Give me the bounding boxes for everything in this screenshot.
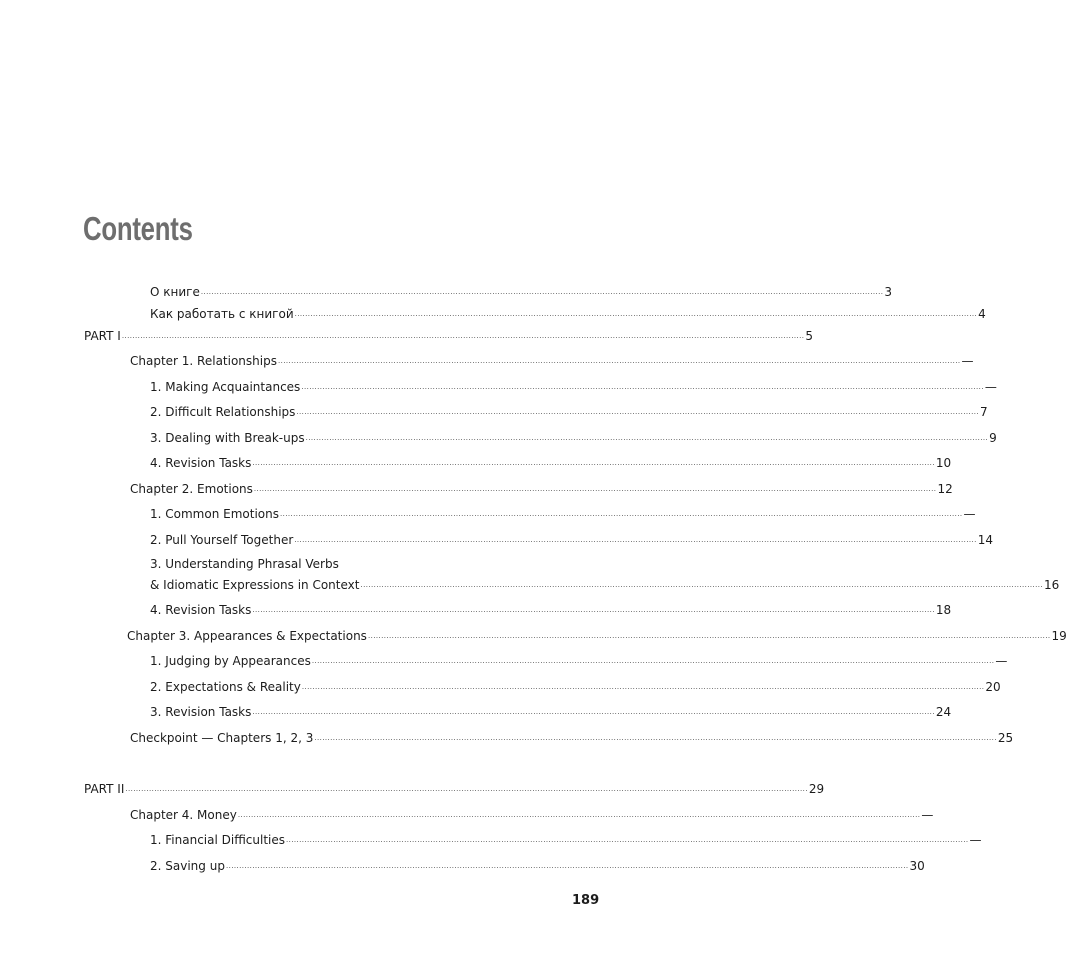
toc-entry-label: 3. Revision Tasks <box>150 705 252 719</box>
dot-leader: .................................................................................................................................................................................................................................................................... <box>296 408 979 416</box>
toc-section[interactable] <box>150 376 997 394</box>
toc-chapter[interactable] <box>130 478 953 496</box>
toc-entry-page: 4 <box>978 307 986 321</box>
dot-leader: .................................................................................................................................................................................................................................................................... <box>286 836 969 844</box>
toc-entry-label: Chapter 1. Relationships <box>130 354 277 368</box>
toc-entry-page: — <box>921 808 934 822</box>
toc-entry-label: Chapter 2. Emotions <box>130 482 253 496</box>
dot-leader: .................................................................................................................................................................................................................................................................... <box>301 683 985 691</box>
toc-section[interactable] <box>150 701 952 719</box>
toc-chapter[interactable] <box>130 350 974 368</box>
toc-section[interactable] <box>150 574 1060 592</box>
toc-section[interactable] <box>150 650 1008 668</box>
dot-leader: .................................................................................................................................................................................................................................................................... <box>125 785 808 793</box>
dot-leader: .................................................................................................................................................................................................................................................................... <box>121 332 805 340</box>
toc-section[interactable] <box>150 599 952 617</box>
toc-entry-page: 7 <box>979 405 988 419</box>
dot-leader: .................................................................................................................................................................................................................................................................... <box>200 288 884 296</box>
dot-leader: .................................................................................................................................................................................................................................................................... <box>294 536 977 544</box>
toc-entry-label-line1: 3. Understanding Phrasal Verbs <box>150 557 339 571</box>
dot-leader: .................................................................................................................................................................................................................................................................... <box>252 606 935 614</box>
toc-section[interactable] <box>150 452 952 470</box>
toc-entry-label: 1. Judging by Appearances <box>150 654 311 668</box>
toc-entry-page: — <box>963 507 976 521</box>
dot-leader: .................................................................................................................................................................................................................................................................... <box>252 708 935 716</box>
toc-entry-page: — <box>995 654 1008 668</box>
dot-leader: .................................................................................................................................................................................................................................................................... <box>253 485 937 493</box>
toc-entry-page: 16 <box>1044 578 1060 592</box>
toc-entry-label: Checkpoint — Chapters 1, 2, 3 <box>130 731 314 745</box>
toc-section[interactable] <box>150 529 994 547</box>
toc-entry-label: 3. Dealing with Break-ups <box>150 431 305 445</box>
toc-entry-label: 4. Revision Tasks <box>150 456 252 470</box>
dot-leader: .................................................................................................................................................................................................................................................................... <box>225 862 909 870</box>
dot-leader: .................................................................................................................................................................................................................................................................... <box>252 459 935 467</box>
dot-leader: .................................................................................................................................................................................................................................................................... <box>311 657 995 665</box>
toc-entry-page: 3 <box>884 285 893 299</box>
toc-entry-label: 2. Saving up <box>150 859 225 873</box>
toc-section[interactable] <box>150 401 988 419</box>
dot-leader: .................................................................................................................................................................................................................................................................... <box>279 510 963 518</box>
toc-entry-label: 1. Common Emotions <box>150 507 279 521</box>
toc-section[interactable] <box>150 829 982 847</box>
toc-entry-label: 1. Making Acquaintances <box>150 380 301 394</box>
toc-chapter[interactable] <box>127 625 1067 643</box>
toc-entry-label: Chapter 3. Appearances & Expectations <box>127 629 367 643</box>
dot-leader: .................................................................................................................................................................................................................................................................... <box>277 357 961 365</box>
toc-entry-page: 20 <box>985 680 1001 694</box>
toc-entry-label: 2. Pull Yourself Together <box>150 533 294 547</box>
toc-entry-page: — <box>984 380 997 394</box>
toc-section[interactable] <box>150 855 925 873</box>
toc-chapter[interactable] <box>130 804 934 822</box>
toc-part[interactable] <box>84 778 825 796</box>
toc-entry-label: 1. Financial Difficulties <box>150 833 286 847</box>
dot-leader: .................................................................................................................................................................................................................................................................... <box>314 734 997 742</box>
toc-entry-page: 14 <box>977 533 994 547</box>
page-title: Contents <box>83 210 193 247</box>
dot-leader: .................................................................................................................................................................................................................................................................... <box>360 581 1043 589</box>
toc-entry-page: 12 <box>937 482 953 496</box>
dot-leader: .................................................................................................................................................................................................................................................................... <box>301 383 984 391</box>
toc-entry-label: 4. Revision Tasks <box>150 603 252 617</box>
toc-section[interactable] <box>150 427 997 445</box>
toc-entry-page: 18 <box>935 603 952 617</box>
page-number: 189 <box>572 893 600 908</box>
dot-leader: .................................................................................................................................................................................................................................................................... <box>237 811 921 819</box>
toc-section[interactable] <box>150 503 976 521</box>
toc-entry[interactable] <box>150 281 893 299</box>
toc-entry-page: 10 <box>935 456 952 470</box>
toc-entry-label: PART I <box>84 329 121 343</box>
toc-entry-label: О книге <box>150 285 200 299</box>
toc-entry-label: Как работать с книгой <box>150 307 294 321</box>
toc-entry-page: — <box>969 833 982 847</box>
toc-part[interactable] <box>84 325 813 343</box>
toc-entry-page: 30 <box>909 859 925 873</box>
toc-entry-page: 19 <box>1051 629 1067 643</box>
dot-leader: .................................................................................................................................................................................................................................................................... <box>305 434 989 442</box>
dot-leader: .................................................................................................................................................................................................................................................................... <box>294 310 978 318</box>
toc-entry-page: 24 <box>935 705 952 719</box>
dot-leader: .................................................................................................................................................................................................................................................................... <box>367 632 1051 640</box>
toc-chapter[interactable] <box>130 727 1014 745</box>
toc-entry-label: 2. Expectations & Reality <box>150 680 301 694</box>
toc-entry-label: PART II <box>84 782 125 796</box>
toc-section[interactable] <box>150 676 1001 694</box>
toc-entry-page: — <box>961 354 974 368</box>
toc-entry-page: 9 <box>989 431 997 445</box>
toc-entry[interactable] <box>150 303 986 321</box>
toc-entry-page: 29 <box>808 782 825 796</box>
toc-entry-page: 25 <box>997 731 1014 745</box>
toc-entry-label: Chapter 4. Money <box>130 808 237 822</box>
toc-entry-label-line2: & Idiomatic Expressions in Context <box>150 578 360 592</box>
toc-entry-label: 2. Difficult Relationships <box>150 405 296 419</box>
toc-entry-page: 5 <box>805 329 813 343</box>
